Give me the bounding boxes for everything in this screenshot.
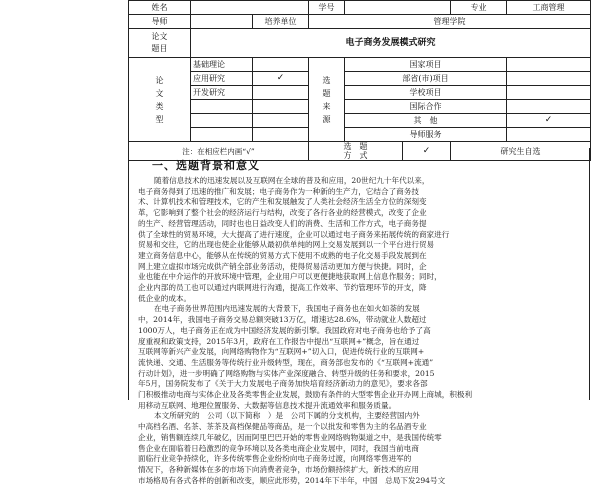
row-name: [129, 1, 591, 15]
type-option: 应用研究: [191, 72, 253, 86]
source-check-cell[interactable]: ✓: [507, 114, 591, 128]
body-line: 行动计划》，进一步明确了网络购物与实体产业深度融合、转型升级的任务和要求，2015: [138, 368, 435, 378]
body-line: 的生产、经营管理活动，同时也也日益改变人们的消费、生活和工作方式，电子商务提: [138, 218, 427, 228]
type-option: 开发研究: [191, 86, 253, 100]
section-heading: 一、选题背景和意义: [152, 159, 260, 172]
method-label: 选 题 方 式: [309, 142, 403, 161]
row-type-3: [129, 100, 591, 114]
body-line: 中，2014年，我国电子商务交易总额突破13万亿，增速达28.6%，带动就业人数超过: [138, 315, 427, 325]
body-line: 在电子商务世界范围内迅速发展的大背景下，我国电子商务也在如火如荼的发展: [154, 304, 420, 314]
check-note: 注：在相应栏内画“√”: [129, 142, 309, 161]
method-value: 研究生自选: [451, 142, 591, 161]
source-option: 其 他: [345, 114, 507, 128]
source-check-cell[interactable]: [507, 58, 591, 72]
body-line: 低企业的成本。: [138, 293, 192, 303]
body-line: 企业，销售额连续几年破亿，因而阿里巴巴开始的零售业网络购物渠道之中，是我国传统零: [138, 432, 442, 442]
type-option: [191, 114, 253, 128]
source-label: 选 题 来 源: [309, 58, 345, 142]
unit-value[interactable]: 管理学院: [309, 15, 591, 29]
body-line: 年5月，国务院发布了《关于大力发展电子商务加快培育经济新动力的意见》，要求各部: [138, 379, 428, 389]
method-check-cell[interactable]: ✓: [403, 142, 451, 161]
section-body: [138, 176, 584, 486]
row-type-4: [129, 114, 591, 128]
row-advisor: [129, 15, 591, 29]
name-label: 姓名: [129, 1, 191, 15]
body-line: 术、计算机技术和管理技术，它的产生和发展触发了人类社会经济生活全方位的深刻变: [138, 197, 427, 207]
source-option: 导师服务: [345, 128, 507, 142]
body-line: 度重视和政策支持，2015年3月，政府在工作报告中提出“互联网+”概念，旨在通过: [138, 336, 420, 346]
body-line: 贸易和交往，它的出现也使企业能够从最初供单纯的网上交易发展到以一个平台进行贸易: [138, 240, 435, 250]
source-option: 部省(市)项目: [345, 72, 507, 86]
type-check-cell[interactable]: [253, 100, 309, 114]
type-label: 论 文 类 型: [129, 58, 191, 142]
thesis-info-table: [128, 0, 591, 161]
body-line: 供了全球性的贸易环境，大大提高了进行速度，企业可以通过电子商务来拓展传统的商家进行: [138, 229, 450, 239]
body-line: 革，它影响到了整个社会的经济运行与结构，改变了各行各业的经营模式，改变了企业: [138, 208, 427, 218]
body-line: 面临行业竞争持续化，许多传统零售企业纷纷向电子商务过渡，向网络零售进军的: [138, 454, 412, 464]
source-option: 国际合作: [345, 100, 507, 114]
type-check-cell[interactable]: [253, 114, 309, 128]
title-label: 论文 题目: [129, 29, 191, 58]
type-check-cell[interactable]: [253, 86, 309, 100]
body-line: 流快递、交通、生活服务等传统行业升级转型，现在，商务部也发布的《“互联网+流通”: [138, 357, 434, 367]
title-value[interactable]: 电子商务发展模式研究: [191, 29, 591, 58]
major-value[interactable]: 工商管理: [507, 1, 591, 15]
body-line: 售企业在面临着日趋激烈的竞争环境以及各类电商企业发展中，同时，我国当前电商: [138, 443, 419, 453]
advisor-value[interactable]: [191, 15, 253, 29]
type-check-cell[interactable]: [253, 128, 309, 142]
source-check-cell[interactable]: [507, 100, 591, 114]
body-line: 建立商务信息中心，能够从在传统的贸易方式下使用不成熟的电子化交易手段发展到在: [138, 250, 427, 260]
major-label: 专业: [451, 1, 507, 15]
body-line: 随着信息技术的迅速发展以及互联网在全球的普及和应用，20世纪九十年代以来，: [154, 176, 430, 185]
student-id-value[interactable]: [345, 1, 451, 15]
student-id-label: 学号: [309, 1, 345, 15]
type-option: [191, 100, 253, 114]
row-type-0: [129, 58, 591, 72]
source-check-cell[interactable]: [507, 72, 591, 86]
body-line: 电子商务得到了迅速的推广和发展；电子商务作为一种新的生产力，它结合了商务技: [138, 186, 419, 196]
type-option: [191, 128, 253, 142]
body-line: 互联网等新兴产业发展，向网络购物作为“互联网+”切入口，促进传统行业的互联网+: [138, 347, 425, 357]
row-type-5: [129, 128, 591, 142]
body-line: 本文所研究的 公司（以下简称 ）是 公司下属的分支机构，主要经营国内外: [154, 411, 420, 421]
name-value[interactable]: [191, 1, 309, 15]
row-type-1: [129, 72, 591, 86]
body-line: 情况下，各种新媒体在多的市场下向消费者竞争，市场份额持续扩大，新技术的应用: [138, 464, 419, 474]
advisor-label: 导师: [129, 15, 191, 29]
row-title: [129, 29, 591, 58]
type-check-cell[interactable]: ✓: [253, 72, 309, 86]
unit-label: 培养单位: [253, 15, 309, 29]
body-line: 企业内部的员工也可以通过内联网进行沟通，提高工作效率、节约管理环节的开支，降: [138, 283, 427, 293]
body-line: 用移动互联网、地理位置服务、大数据等信息技术提升流通效率和服务质量。: [138, 400, 397, 410]
body-line: 市场格局有各式各样的创新和改变，顺应此形势，2014年下半年，中国 总局下发294号文: [138, 475, 446, 485]
source-option: 国家项目: [345, 58, 507, 72]
body-line: 中高档名酒、名茶、茶茶及高档保健品等商品，是一个以批发和零售为主的名品酒专业: [138, 422, 427, 432]
type-option: 基础理论: [191, 58, 253, 72]
row-type-2: [129, 86, 591, 100]
source-option: 学校项目: [345, 86, 507, 100]
body-line: 业也能在中介运作的开放环境中管理，企业用户可以更便捷地获取网上信息作服务；同时，: [138, 272, 442, 282]
source-check-cell[interactable]: [507, 128, 591, 142]
body-line: 1000万人，电子商务正在成为中国经济发展的新引擎。我国政府对电子商务也给予了高: [138, 325, 431, 335]
type-check-cell[interactable]: [253, 58, 309, 72]
body-line: 门积极推动电商与实体企业及各类零售企业发展，鼓励有条件的大型零售企业开办网上商城，积极利: [138, 390, 473, 400]
body-line: 网上建立虚拟市场完成供产销全部业务活动，使得贸易活动更加方便与快捷。同时，企: [138, 261, 427, 271]
source-check-cell[interactable]: [507, 86, 591, 100]
